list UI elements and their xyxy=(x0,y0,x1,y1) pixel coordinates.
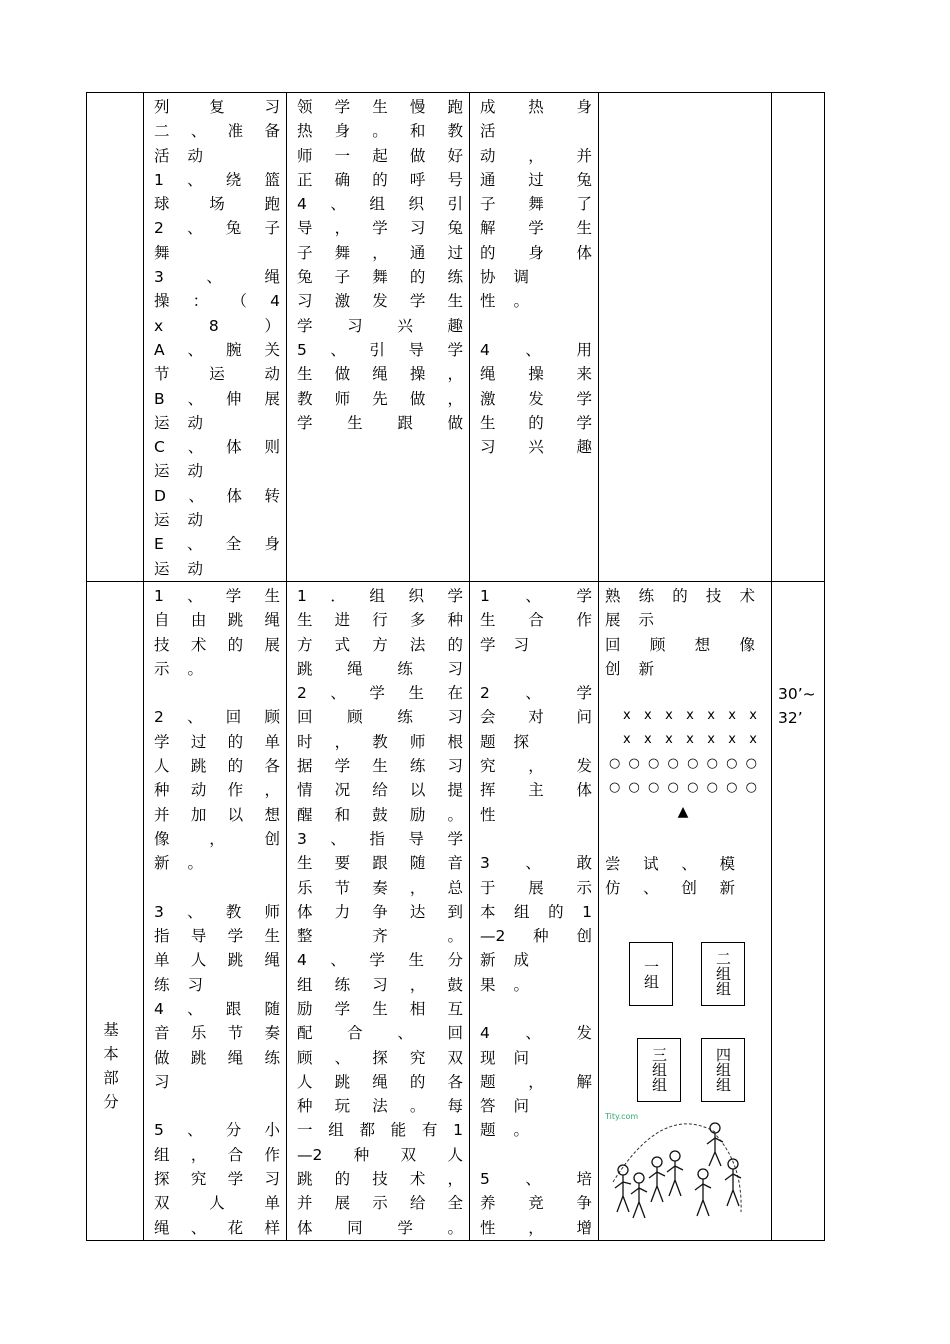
text-line: 节 运 动 xyxy=(154,365,280,384)
section-label-cell xyxy=(87,581,144,1240)
text-line: 3 、 指 导 学 xyxy=(297,829,463,848)
text-line: 题 。 xyxy=(480,1121,530,1140)
text-line: 4 、 学 生 分 xyxy=(297,951,463,970)
formation-mark: ○ xyxy=(628,779,640,795)
text-line: 乐 节 奏 ， 总 xyxy=(297,878,463,897)
text-line: 导 ， 学 习 兔 xyxy=(297,219,463,238)
text-line: 绳 、 花 样 xyxy=(154,1218,280,1237)
text-line: 示 。 xyxy=(154,659,204,678)
text-line: 种 动 作 ， xyxy=(154,781,280,800)
text-line: 生 进 行 多 种 xyxy=(297,611,463,630)
formation-mark: ○ xyxy=(745,755,757,771)
text-line: 2 、 学 生 在 xyxy=(297,684,463,703)
text-line: 2 、 兔 子 xyxy=(154,219,280,238)
text-line: 配 合 、 回 xyxy=(297,1024,463,1043)
text-line: 活 动 xyxy=(154,146,204,165)
text-line: 题 ， 解 xyxy=(480,1072,592,1091)
text-line: 尝 试 、 模 xyxy=(605,854,735,873)
text-line: 现 问 xyxy=(480,1048,530,1067)
purpose-cell xyxy=(470,581,599,1240)
text-line: 5 、 培 xyxy=(480,1170,592,1189)
section-label-cell xyxy=(87,93,144,582)
text-line: 运 动 xyxy=(154,559,204,578)
group-box-2: 二组组 xyxy=(701,942,745,1006)
text-line: 激 发 学 xyxy=(480,389,592,408)
text-line: 音 乐 节 奏 xyxy=(154,1024,280,1043)
text-line: 3 、 绳 xyxy=(154,268,280,287)
text-line: 本 组 的 1 xyxy=(480,902,592,921)
text-line: C 、 体 则 xyxy=(154,438,280,457)
text-line: 3 、 教 师 xyxy=(154,902,280,921)
text-line: E 、 全 身 xyxy=(154,535,280,554)
text-line: 方 式 方 法 的 xyxy=(297,635,463,654)
text-line: 4 、 用 xyxy=(480,340,592,359)
group-box-4: 四组组 xyxy=(701,1038,745,1102)
text-line: 做 跳 绳 练 xyxy=(154,1048,280,1067)
text-line: 活 xyxy=(480,122,496,141)
text-line: 指 导 学 生 xyxy=(154,927,280,946)
text-line: 回 顾 练 习 xyxy=(297,708,463,727)
formation-mark: x xyxy=(749,731,757,747)
text-line: 于 展 示 xyxy=(480,878,592,897)
text-line: 二 、 准 备 xyxy=(154,122,280,141)
text-line: 究 ， 发 xyxy=(480,757,592,776)
text-line: A 、 腕 关 xyxy=(154,340,280,359)
teacher-activity-cell xyxy=(287,581,470,1240)
formation-mark: ○ xyxy=(726,755,738,771)
text-line: 生 要 跟 随 音 xyxy=(297,854,463,873)
purpose-cell xyxy=(470,93,599,582)
text-line: —2 种 双 人 xyxy=(297,1145,463,1164)
text-line: 生 合 作 xyxy=(480,611,592,630)
organization-cell xyxy=(599,581,772,1240)
formation-mark: ○ xyxy=(726,779,738,795)
text-line: 2 、 学 xyxy=(480,684,592,703)
text-line: 4 、 发 xyxy=(480,1024,592,1043)
text-line: 教 师 先 做 ， xyxy=(297,389,463,408)
text-line: 创 新 xyxy=(605,659,655,678)
lesson-plan-table xyxy=(86,92,825,1241)
formation-mark: ○ xyxy=(687,779,699,795)
text-line: 组 ， 合 作 xyxy=(154,1145,280,1164)
text-line: 并 加 以 想 xyxy=(154,805,280,824)
text-line: 协 调 xyxy=(480,268,530,287)
text-line: 成 热 身 xyxy=(480,98,592,116)
text-line: 3 、 敢 xyxy=(480,854,592,873)
blank-line xyxy=(480,657,592,681)
jump-rope-illustration xyxy=(603,1112,753,1234)
text-line: 子 舞 ， 通 过 xyxy=(297,243,463,262)
formation-mark: x xyxy=(686,707,694,723)
text-line: 熟 练 的 技 术 xyxy=(605,586,755,605)
formation-mark: x xyxy=(644,731,652,747)
text-line: 仿 、 创 新 xyxy=(605,879,735,898)
text-line: 像 ， 创 xyxy=(154,829,280,848)
formation-mark: x xyxy=(665,731,673,747)
blank-line xyxy=(154,1094,280,1118)
formation-mark: ○ xyxy=(628,755,640,771)
text-line: 情 况 给 以 提 xyxy=(297,781,463,800)
text-line: 5 、 分 小 xyxy=(154,1121,280,1140)
text-line: 习 兴 趣 xyxy=(480,438,592,457)
text-line: 并 展 示 给 全 xyxy=(297,1194,463,1213)
text-line: 养 竞 争 xyxy=(480,1194,592,1213)
formation-row xyxy=(609,704,757,728)
text-line: 顾 、 探 究 双 xyxy=(297,1048,463,1067)
text-line: 正 确 的 呼 号 xyxy=(297,170,463,189)
formation-mark: x xyxy=(749,707,757,723)
text-line: 醒 和 鼓 励 。 xyxy=(297,805,463,824)
text-line: 整 齐 。 xyxy=(297,927,463,946)
formation-mark: ○ xyxy=(687,755,699,771)
blank-line xyxy=(480,997,592,1021)
text-line: 1 、 绕 篮 xyxy=(154,170,280,189)
organization-cell xyxy=(599,93,772,582)
text-line: 答 问 xyxy=(480,1097,530,1116)
text-line: 子 舞 了 xyxy=(480,195,592,214)
text-line: x 8 ） xyxy=(154,316,280,335)
text-line: B 、 伸 展 xyxy=(154,389,280,408)
text-line: 舞 xyxy=(154,243,170,262)
content-cell xyxy=(144,93,287,582)
text-line: 新 成 xyxy=(480,951,530,970)
formation-mark: x xyxy=(665,707,673,723)
formation-mark: ○ xyxy=(648,755,660,771)
text-line: 一 组 都 能 有 1 xyxy=(297,1121,463,1140)
text-line: 热 身 。 和 教 xyxy=(297,122,463,141)
formation-mark: ○ xyxy=(706,779,718,795)
text-line: 动 ， 并 xyxy=(480,146,592,165)
jumping-children-icon xyxy=(603,1112,753,1234)
formation-mark: x xyxy=(707,707,715,723)
formation-row xyxy=(609,776,757,800)
text-line: D 、 体 转 xyxy=(154,486,280,505)
blank-line xyxy=(154,681,280,705)
text-line: 会 对 问 xyxy=(480,708,592,727)
text-line: 绳 操 来 xyxy=(480,365,592,384)
text-line: 跳 的 技 术 ， xyxy=(297,1170,463,1189)
text-line: 运 动 xyxy=(154,511,204,530)
text-line: 列 复 习 xyxy=(154,98,280,116)
text-line: 2 、 回 顾 xyxy=(154,708,280,727)
table-row xyxy=(87,581,825,1240)
time-allotment: 30’~ 32’ xyxy=(778,684,816,727)
text-line: 球 场 跑 xyxy=(154,195,280,214)
text-line: 展 示 xyxy=(605,611,655,630)
formation-row xyxy=(609,752,757,776)
text-line: 兔 子 舞 的 练 xyxy=(297,268,463,287)
formation-mark: ○ xyxy=(667,779,679,795)
formation-mark: ○ xyxy=(667,755,679,771)
text-line: 体 力 争 达 到 xyxy=(297,902,463,921)
blank-line xyxy=(480,1143,592,1167)
text-line: 生 做 绳 操 ， xyxy=(297,365,463,384)
text-line: 人 跳 的 各 xyxy=(154,757,280,776)
teacher-marker: ▲ xyxy=(677,803,689,820)
text-line: 性 ， 增 xyxy=(480,1218,592,1237)
content-cell xyxy=(144,581,287,1240)
text-line: 跳 绳 练 习 xyxy=(297,659,463,678)
text-line: 1 、 学 生 xyxy=(154,586,280,605)
formation-mark: ○ xyxy=(609,755,621,771)
formation-mark: ○ xyxy=(648,779,660,795)
text-line: 运 动 xyxy=(154,462,204,481)
text-line: 人 跳 绳 的 各 xyxy=(297,1072,463,1091)
group-box-3: 三组组 xyxy=(637,1038,681,1102)
organization-figure xyxy=(599,582,771,1238)
text-line: 探 究 学 习 xyxy=(154,1170,280,1189)
time-cell xyxy=(772,581,825,1240)
text-line: 操 ： （ 4 xyxy=(154,292,280,311)
text-line: 体 同 学 。 xyxy=(297,1218,463,1237)
teacher-activity-cell xyxy=(287,93,470,582)
text-line: 1 、 学 xyxy=(480,586,592,605)
text-line: 新 。 xyxy=(154,854,204,873)
text-line: 挥 主 体 xyxy=(480,781,592,800)
formation-mark: x xyxy=(623,731,631,747)
text-line: 双 人 单 xyxy=(154,1194,280,1213)
text-line: 4 、 组 织 引 xyxy=(297,195,463,214)
text-line: 学 习 xyxy=(480,635,530,654)
formation-mark: x xyxy=(707,731,715,747)
formation-mark: x xyxy=(686,731,694,747)
group-box-1: 一组 xyxy=(629,942,673,1006)
text-line: 5 、 引 导 学 xyxy=(297,340,463,359)
text-line: 种 玩 法 。 每 xyxy=(297,1097,463,1116)
formation-row xyxy=(609,728,757,752)
text-line: 学 过 的 单 xyxy=(154,732,280,751)
time-cell xyxy=(772,93,825,582)
text-line: 组 练 习 ， 鼓 xyxy=(297,975,463,994)
text-line: —2 种 创 xyxy=(480,927,592,946)
text-line: 题 探 xyxy=(480,732,530,751)
formation-mark: x xyxy=(728,707,736,723)
formation-mark: x xyxy=(623,707,631,723)
formation-diagram xyxy=(609,704,757,824)
illustration-logo: Tity.com xyxy=(605,1111,639,1121)
formation-mark: ○ xyxy=(609,779,621,795)
text-line: 通 过 兔 xyxy=(480,170,592,189)
text-line: 技 术 的 展 xyxy=(154,635,280,654)
blank-line xyxy=(154,876,280,900)
formation-mark: x xyxy=(644,707,652,723)
text-line: 运 动 xyxy=(154,413,204,432)
text-line: 励 学 生 相 互 xyxy=(297,999,463,1018)
text-line: 性 xyxy=(480,805,496,824)
formation-mark: ○ xyxy=(745,779,757,795)
text-line: 领 学 生 慢 跑 xyxy=(297,98,463,116)
text-line: 学 生 跟 做 xyxy=(297,413,463,432)
table-row xyxy=(87,93,825,582)
blank-line xyxy=(480,827,592,851)
text-line: 单 人 跳 绳 xyxy=(154,951,280,970)
text-line: 生 的 学 xyxy=(480,413,592,432)
text-line: 师 一 起 做 好 xyxy=(297,146,463,165)
text-line: 性 。 xyxy=(480,292,530,311)
formation-mark: x xyxy=(728,731,736,747)
text-line: 的 身 体 xyxy=(480,243,592,262)
text-line: 回 顾 想 像 xyxy=(605,635,755,654)
text-line: 习 xyxy=(154,1072,170,1091)
text-line: 解 学 生 xyxy=(480,219,592,238)
text-line: 时 ， 教 师 根 xyxy=(297,732,463,751)
blank-line xyxy=(480,314,592,338)
section-label-basic: 基 本 部 分 xyxy=(103,1020,119,1111)
text-line: 4 、 跟 随 xyxy=(154,999,280,1018)
text-line: 练 习 xyxy=(154,975,204,994)
formation-mark: ○ xyxy=(706,755,718,771)
text-line: 自 由 跳 绳 xyxy=(154,611,280,630)
text-line: 学 习 兴 趣 xyxy=(297,316,463,335)
text-line: 果 。 xyxy=(480,975,530,994)
text-line: 据 学 生 练 习 xyxy=(297,757,463,776)
text-line: 习 激 发 学 生 xyxy=(297,292,463,311)
text-line: 1 ． 组 织 学 xyxy=(297,586,463,605)
